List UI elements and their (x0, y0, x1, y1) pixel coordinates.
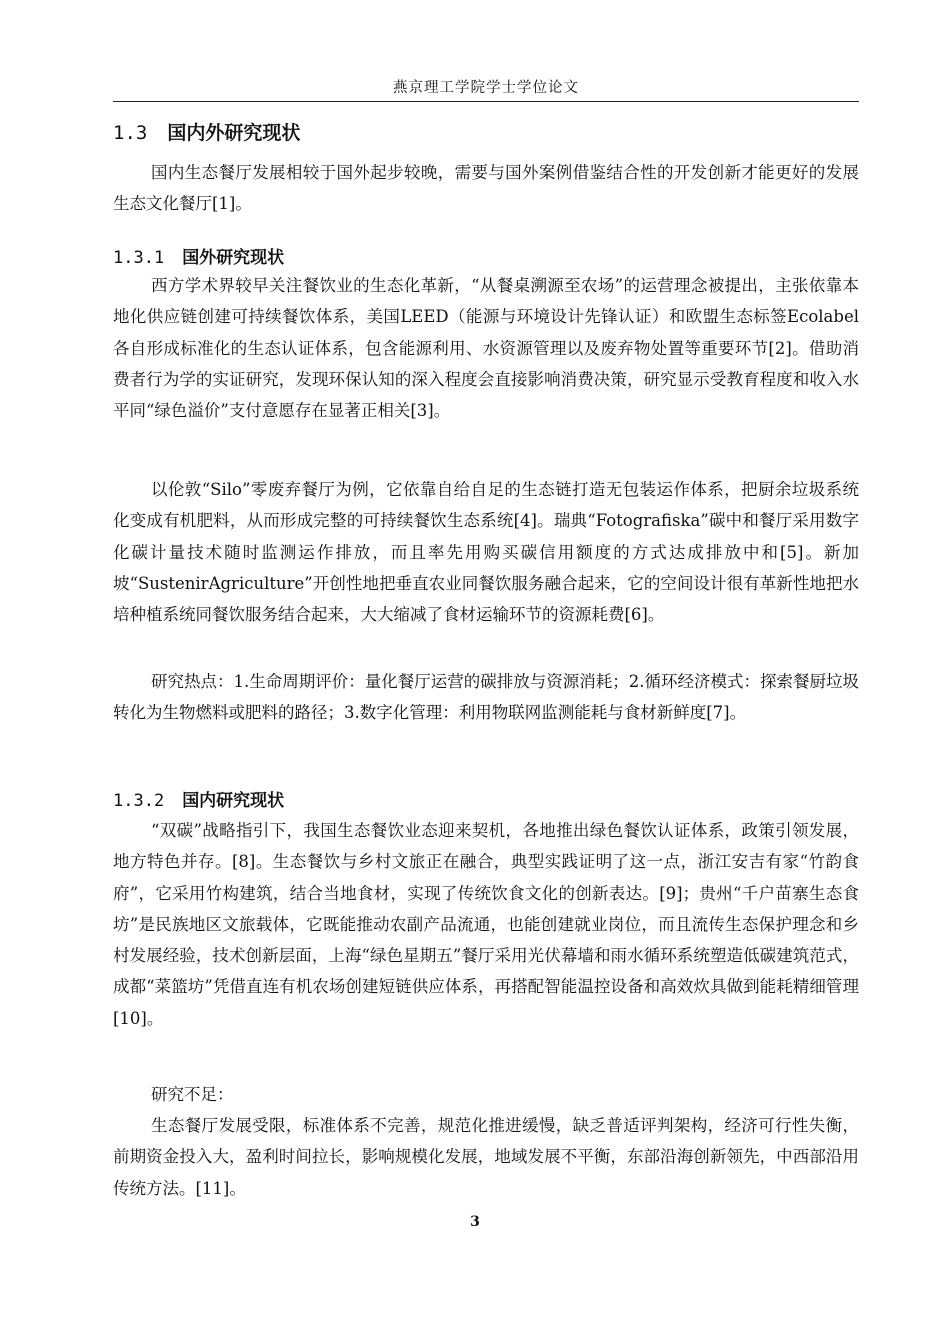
section-title: 国内外研究现状 (167, 122, 301, 144)
subsection-title: 国外研究现状 (182, 248, 285, 268)
foreign-paragraph-1: 西方学术界较早关注餐饮业的生态化革新，“从餐桌溯源至农场”的运营理念被提出，主张依靠本地化供应链创建可持续餐饮体系，美国LEED（能源与环境设计先锋认证）和欧盟生态标签Ecolabel各自形成标准化的生态认证体系，包含能源利用、水资源管理以及废弃物处置等重要环节[2]。借助消费者行为学的实证研究，发现环保认知的深入程度会直接影响消费决策，研究显示受教育程度和收入水平同“绿色溢价”支付意愿存在显著正相关[3]。 (113, 276, 859, 421)
foreign-paragraph-2: 以伦敦“Silo”零废弃餐厅为例，它依靠自给自足的生态链打造无包装运作体系，把厨余垃圾系统化变成有机肥料，从而形成完整的可持续餐饮生态系统[4]。瑞典“Fotografiska”碳中和餐厅采用数字化碳计量技术随时监测运作排放，而且率先用购买碳信用额度的方式达成排放中和[5]。新加坡“SustenirAgriculture”开创性地把垂直农业同餐饮服务融合起来，它的空间设计很有革新性地把水培种植系统同餐饮服务结合起来，大大缩减了食材运输环节的资源耗费[6]。 (113, 480, 859, 625)
page-number: 3 (470, 1214, 480, 1230)
subsection-heading-1-3-2 (113, 786, 284, 811)
header-rule (113, 101, 859, 102)
subsection-number: 1.3.1 (113, 248, 165, 268)
subsection-title: 国内研究现状 (182, 791, 285, 811)
research-gaps-label: 研究不足： (151, 1085, 234, 1104)
foreign-paragraph-3: 研究热点：1.生命周期评价：量化餐厅运营的碳排放与资源消耗；2.循环经济模式：探索餐厨垃圾转化为生物燃料或肥料的路径；3.数字化管理：利用物联网监测能耗与食材新鲜度[7]。 (113, 672, 859, 723)
section-intro-paragraph: 国内生态餐厅发展相较于国外起步较晚，需要与国外案例借鉴结合性的开发创新才能更好的发展生态文化餐厅[1]。 (113, 163, 859, 214)
domestic-paragraph-1: “双碳”战略指引下，我国生态餐饮业态迎来契机，各地推出绿色餐饮认证体系，政策引领发展，地方特色并存。[8]。生态餐饮与乡村文旅正在融合，典型实践证明了这一点，浙江安吉有家“竹韵食府”，它采用竹构建筑，结合当地食材，实现了传统饮食文化的创新表达。[9]；贵州“千户苗寨生态食坊”是民族地区文旅载体，它既能推动农副产品流通，也能创建就业岗位，而且流传生态保护理念和乡村发展经验，技术创新层面，上海“绿色星期五”餐厅采用光伏幕墙和雨水循环系统塑造低碳建筑范式，成都“菜篮坊”凭借直连有机农场创建短链供应体系，再搭配智能温控设备和高效炊具做到能耗精细管理[10]。 (113, 821, 859, 1028)
section-heading-1-3 (113, 118, 300, 145)
subsection-heading-1-3-1 (113, 243, 284, 268)
section-number: 1.3 (113, 122, 148, 144)
running-header: 燕京理工学院学士学位论文 (393, 80, 579, 96)
subsection-number: 1.3.2 (113, 791, 165, 811)
research-gaps-paragraph: 生态餐厅发展受限，标准体系不完善，规范化推进缓慢，缺乏普适评判架构，经济可行性失衡，前期资金投入大，盈利时间拉长，影响规模化发展，地域发展不平衡，东部沿海创新领先，中西部沿用传统方法。[11]。 (113, 1116, 859, 1198)
